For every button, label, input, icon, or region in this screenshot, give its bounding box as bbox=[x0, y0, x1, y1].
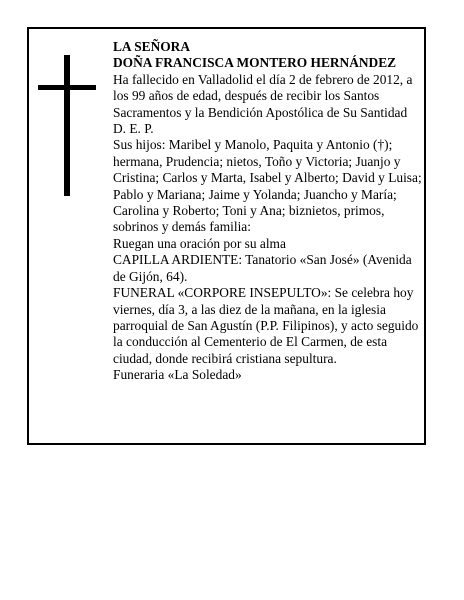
family-list: Sus hijos: Maribel y Manolo, Paquita y Antonio (†); hermana, Prudencia; nietos, Toño y Victoria; Juanjo y Cristina; Carlos y Marta, Isabel y Alberto; David y Luisa; Pablo y Mariana; Jaime y Yolanda; Juancho y María; Carolina y Roberto; Toni y Ana; biznietos, primos, sobrinos y demás familia: bbox=[113, 137, 422, 235]
funeral-home: Funeraria «La Soledad» bbox=[113, 367, 242, 383]
chapel-info: CAPILLA ARDIENTE: Tanatorio «San José» (Avenida de Gijón, 64). bbox=[113, 252, 412, 284]
obituary-text bbox=[113, 39, 422, 384]
deceased-name: DOÑA FRANCISCA MONTERO HERNÁNDEZ bbox=[113, 55, 397, 71]
funeral-info: FUNERAL «CORPORE INSEPULTO»: Se celebra hoy viernes, día 3, a las diez de la mañana, en la iglesia parroquial de San Agustín (P.P. Filipinos), y acto seguido la conducción al Cementerio de El Carmen, de esta ciudad, donde recibirá cristiana sepultura. bbox=[113, 285, 419, 366]
notice-heading: LA SEÑORA bbox=[113, 39, 191, 54]
death-announcement: Ha fallecido en Valladolid el día 2 de febrero de 2012, a los 99 años de edad, después de recibir los Santos Sacramentos y la Bendición Apostólica de Su Santidad D. E. P. bbox=[113, 71, 413, 137]
cross-vertical-bar bbox=[64, 55, 70, 196]
prayer-request: Ruegan una oración por su alma bbox=[113, 235, 286, 251]
cross-horizontal-bar bbox=[38, 85, 96, 90]
cross-icon bbox=[38, 55, 96, 196]
